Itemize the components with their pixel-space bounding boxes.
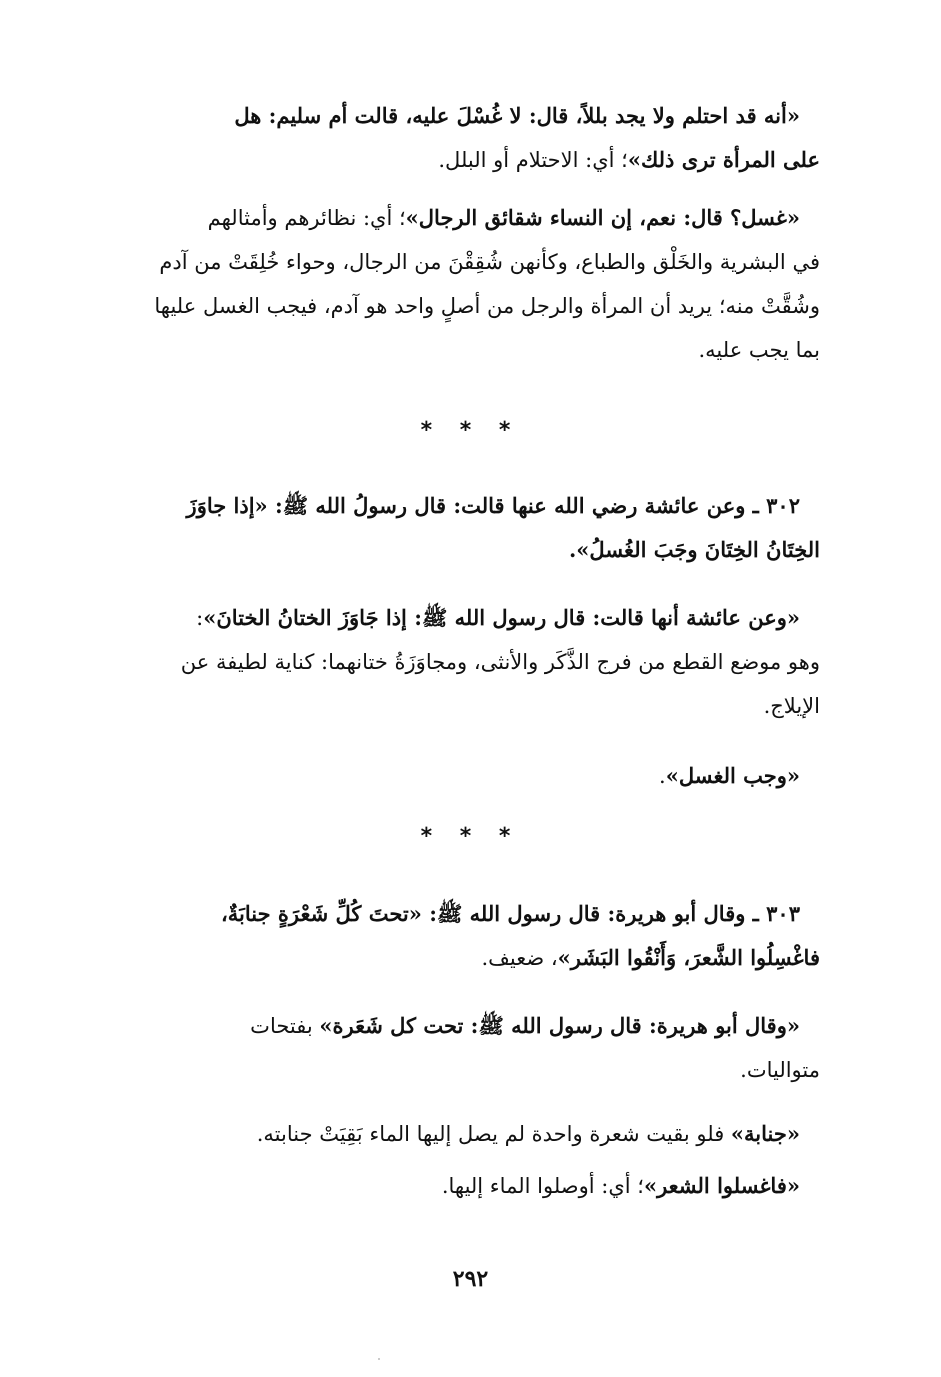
paragraph-4	[108, 596, 820, 728]
text-line: «فاغسلوا الشعر»؛ أي: أوصلوا الماء إليها.	[441, 1173, 800, 1198]
paragraph-7	[108, 1004, 820, 1092]
text-line: الخِتَانُ الخِتَانَ وجَبَ الغُسلُ».	[568, 537, 820, 562]
text-line: ٣٠٣ ـ وقال أبو هريرة: قال رسول الله ﷺ: «تحتَ كُلِّ شَعْرَةٍ جنابَةٌ،	[220, 901, 800, 926]
text-line: «أنه قد احتلم ولا يجد بللاً، قال: لا غُسْلَ عليه، قالت أم سليم: هل	[234, 103, 800, 128]
text-line: متواليات.	[740, 1058, 820, 1082]
text-line: الإيلاج.	[763, 694, 820, 718]
text-line: «جنابة» فلو بقيت شعرة واحدة لم يصل إليها الماء بَقِيَتْ جنابته.	[256, 1121, 800, 1146]
text-line: «وعن عائشة أنها قالت: قال رسول الله ﷺ: إذا جَاوَزَ الختانُ الختانَ»:	[196, 605, 800, 630]
section-separator: * * *	[420, 418, 521, 443]
hadith-303	[108, 892, 820, 980]
text-line: وشُقَّتْ منه؛ يريد أن المرأة والرجل من أصلٍ واحد هو آدم، فيجب الغسل عليها	[154, 294, 820, 318]
page-number: ٢٩٢	[452, 1266, 489, 1292]
text-line: وهو موضع القطع من فرج الذَّكَر والأنثى، ومجاوَزَةُ ختانهما: كناية لطيفة عن	[180, 650, 820, 674]
text-line: ٣٠٢ ـ وعن عائشة رضي الله عنها قالت: قال رسولُ الله ﷺ: «إذا جاوَزَ	[186, 493, 800, 518]
paragraph-8	[108, 1112, 820, 1156]
paragraph-1	[108, 94, 820, 182]
scan-speck	[378, 1358, 380, 1360]
text-line: في البشرية والخَلْق والطباع، وكأنهن شُقِقْنَ من الرجال، وحواء خُلِقَتْ من آدم	[159, 250, 820, 274]
paragraph-2	[108, 196, 820, 372]
text-line: «وجب الغسل».	[659, 763, 800, 788]
text-line: بما يجب عليه.	[698, 338, 820, 362]
section-separator: * * *	[420, 824, 521, 849]
text-line: «وقال أبو هريرة: قال رسول الله ﷺ: تحت كل شَعَرة» بفتحات	[250, 1013, 800, 1038]
text-line: على المرأة ترى ذلك»؛ أي: الاحتلام أو البلل.	[438, 147, 820, 172]
text-line: «غسل؟ قال: نعم، إن النساء شقائق الرجال»؛ أي: نظائرهم وأمثالهم	[207, 205, 800, 230]
hadith-302	[108, 484, 820, 572]
paragraph-5	[108, 754, 820, 798]
text-line: فاغْسِلُوا الشَّعرَ، وَأَنْقُوا البَشَر»، ضعيف.	[481, 945, 820, 970]
paragraph-9	[108, 1164, 820, 1208]
